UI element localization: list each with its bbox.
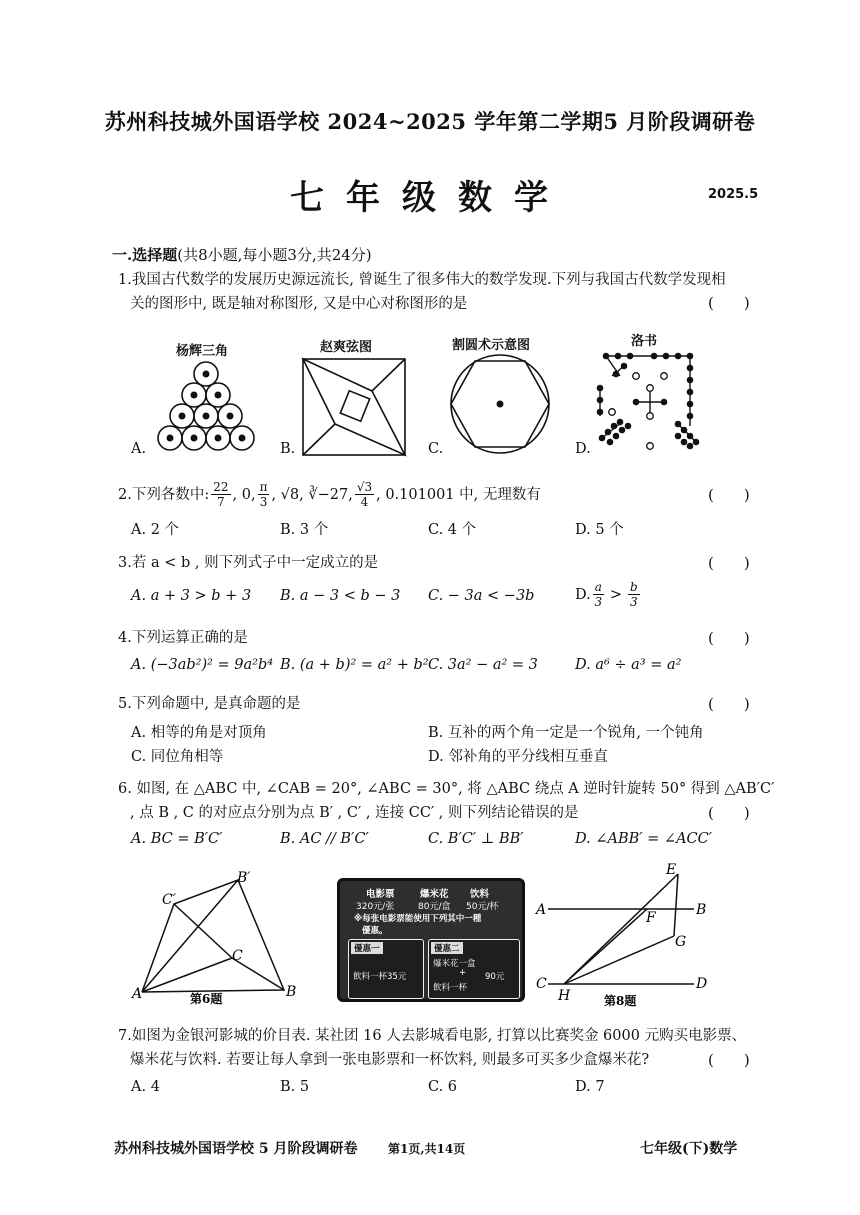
q3-option-d[interactable] — [575, 580, 642, 609]
question-3-number: 3. — [118, 555, 132, 571]
q4-option-d[interactable]: D. a⁶ ÷ a³ = a² — [575, 657, 682, 673]
fraction-denominator: 3 — [594, 595, 603, 609]
q2-sqrt8: , √8 — [271, 486, 300, 503]
offer-two-title: 優惠二 — [431, 942, 463, 954]
question-2-suffix: , 0.101001 中, 无理数有 — [376, 486, 541, 503]
section-title — [112, 244, 372, 265]
q5-option-d[interactable]: D. 邻补角的平分线相互垂直 — [428, 749, 608, 765]
question-7-answer-paren: ( ) — [708, 1051, 750, 1069]
point-label-c: C — [536, 976, 547, 992]
question-7-number: 7. — [118, 1028, 132, 1044]
question-5-number: 5. — [118, 696, 132, 712]
q3-option-d-gt: > — [609, 586, 623, 603]
question-2-answer-paren: ( ) — [708, 486, 750, 504]
footer-subject: 七年级(下)数学 — [640, 1141, 738, 1157]
question-6-caption: 第6题 — [190, 992, 223, 1006]
offer-two-line2: 飲料一杯 — [433, 983, 468, 993]
q4-option-a[interactable]: A. (−3ab²)² = 9a²b⁴ — [131, 657, 274, 673]
question-7-line2: 爆米花与饮料. 若要让每人拿到一张电影票和一杯饮料, 则最多可买多少盒爆米花? — [130, 1052, 650, 1068]
question-6-text: 如图, 在 △ABC 中, ∠CAB = 20°, ∠ABC = 30°, 将 △ABC 绕点 A 逆时针旋转 50° 得到 △AB′C′ — [136, 781, 775, 797]
q3-option-c[interactable]: C. − 3a < −3b — [428, 588, 535, 604]
question-4 — [118, 626, 248, 650]
offer-two-line1: 爆米花一盒 — [433, 959, 476, 969]
point-label-d: D — [696, 976, 708, 992]
question-1-line1 — [118, 268, 726, 292]
point-label-a: A — [132, 986, 143, 1002]
question-6-number: 6. — [118, 781, 132, 797]
q4-option-c[interactable]: C. 3a² − a² = 3 — [428, 657, 538, 673]
fraction-denominator: 4 — [360, 495, 369, 509]
footer-school: 苏州科技城外国语学校 5 月阶段调研卷 — [114, 1141, 358, 1157]
q2-zero: , 0, — [232, 486, 256, 503]
q7-option-a[interactable]: A. 4 — [131, 1079, 160, 1095]
figure-label-zhaoshuang: 赵爽弦图 — [320, 340, 373, 355]
point-label-a: A — [536, 902, 547, 918]
fraction-22-7 — [211, 480, 230, 509]
question-5 — [118, 692, 301, 716]
question-5-answer-paren: ( ) — [708, 695, 750, 713]
fraction-numerator: b — [630, 580, 638, 594]
question-3-answer-paren: ( ) — [708, 554, 750, 572]
q6-option-a[interactable]: A. BC = B′C′ — [131, 831, 223, 847]
point-label-c-prime: C′ — [162, 892, 176, 908]
q6-option-d[interactable]: D. ∠ABB′ = ∠ACC′ — [575, 831, 713, 847]
fraction-a-3 — [593, 580, 604, 609]
q5-option-b[interactable]: B. 互补的两个角一定是一个锐角, 一个钝角 — [428, 725, 704, 741]
question-2-prefix: 下列各数中: — [131, 486, 210, 503]
q2-cbrt: , ∛−27 — [299, 486, 349, 503]
offer-one-box — [348, 939, 424, 999]
q4-option-b[interactable]: B. (a + b)² = a² + b² — [280, 657, 429, 673]
offer-one-body: 飲料一杯35元 — [353, 972, 407, 982]
figure-label-yanghui: 杨辉三角 — [176, 344, 229, 359]
question-6-line2: , 点 B , C 的对应点分别为点 B′ , C′ , 连接 CC′ , 则下列结论错误的是 — [130, 805, 579, 821]
question-3-text: 若 a < b , 则下列式子中一定成立的是 — [131, 555, 379, 571]
yanghui-triangle-figure — [150, 358, 262, 458]
offer-one-title: 優惠一 — [351, 942, 383, 954]
q3-option-a[interactable]: A. a + 3 > b + 3 — [131, 588, 252, 604]
question-6-line1 — [118, 777, 774, 801]
price-header-drink: 饮料 — [470, 889, 490, 900]
section-note: (共8小题,每小题3分,共24分) — [177, 246, 372, 264]
geyuanshu-figure — [447, 352, 553, 458]
q7-option-b[interactable]: B. 5 — [280, 1079, 310, 1095]
question-1-text: 我国古代数学的发展历史源远流长, 曾诞生了很多伟大的数学发现.下列与我国古代数学发现相 — [131, 272, 726, 288]
fraction-numerator: a — [594, 580, 602, 594]
fraction-sqrt3-4 — [355, 480, 374, 509]
q1-option-d[interactable]: D. — [575, 441, 591, 457]
question-2-number: 2. — [118, 486, 132, 503]
luoshu-figure — [592, 346, 704, 458]
question-3 — [118, 551, 378, 575]
fraction-numerator: 22 — [213, 480, 229, 494]
price-header-movie: 电影票 — [366, 889, 395, 900]
q2-option-a[interactable]: A. 2 个 — [131, 522, 180, 538]
q2-option-b[interactable]: B. 3 个 — [280, 522, 329, 538]
price-note-line1: ※每张电影票能使用下列其中一種 — [354, 914, 482, 924]
price-drink: 50元/杯 — [466, 902, 499, 912]
question-4-answer-paren: ( ) — [708, 629, 750, 647]
q1-option-c[interactable]: C. — [428, 441, 444, 457]
q1-option-b[interactable]: B. — [280, 441, 296, 457]
fraction-numerator: √3 — [356, 480, 373, 494]
fraction-pi-3 — [258, 480, 270, 509]
price-board — [337, 878, 525, 1002]
offer-two-price: 90元 — [485, 972, 505, 982]
q3-option-d-letter: D. — [575, 586, 591, 603]
fraction-denominator: 3 — [259, 495, 268, 509]
point-label-b-prime: B′ — [237, 870, 251, 886]
q1-option-a[interactable]: A. — [131, 441, 147, 457]
section-title-label: 一.选择题 — [112, 246, 178, 264]
point-label-e: E — [666, 862, 677, 878]
question-2 — [118, 480, 541, 509]
q5-option-a[interactable]: A. 相等的角是对顶角 — [131, 725, 267, 741]
price-header-popcorn: 爆米花 — [420, 889, 449, 900]
point-label-h: H — [558, 988, 571, 1004]
exam-date: 2025.5 — [708, 187, 759, 202]
figure-label-luoshu: 洛书 — [631, 334, 658, 349]
point-label-g: G — [675, 934, 687, 950]
zhaoshuang-figure — [300, 356, 410, 458]
price-popcorn: 80元/盒 — [418, 902, 451, 912]
question-6-figure — [130, 868, 310, 1008]
question-5-text: 下列命题中, 是真命题的是 — [131, 696, 301, 712]
fraction-denominator: 3 — [630, 595, 638, 609]
point-label-c: C — [232, 948, 243, 964]
question-6-answer-paren: ( ) — [708, 804, 750, 822]
question-4-text: 下列运算正确的是 — [131, 630, 248, 646]
q7-option-c[interactable]: C. 6 — [428, 1079, 458, 1095]
point-label-f: F — [646, 910, 656, 926]
q3-option-b[interactable]: B. a − 3 < b − 3 — [280, 588, 401, 604]
price-note-line2: 優惠。 — [362, 926, 388, 936]
fraction-numerator: π — [259, 480, 268, 494]
question-8-figure — [534, 860, 720, 1010]
fraction-denominator: 7 — [217, 495, 225, 509]
question-1-number: 1. — [118, 272, 132, 288]
fraction-b-3 — [628, 580, 640, 609]
question-7-line1 — [118, 1024, 746, 1048]
footer-page-number: 第1页,共14页 — [388, 1142, 466, 1156]
point-label-b: B — [286, 984, 297, 1000]
school-title: 苏州科技城外国语学校 2024~2025 学年第二学期5 月阶段调研卷 — [104, 109, 756, 134]
offer-two-box — [428, 939, 520, 999]
q2-option-c[interactable]: C. 4 个 — [428, 522, 477, 538]
offer-two-plus: + — [459, 968, 467, 978]
q2-option-d[interactable]: D. 5 个 — [575, 522, 624, 538]
q6-option-b[interactable]: B. AC // B′C′ — [280, 831, 369, 847]
question-7-text: 如图为金银河影城的价目表. 某社团 16 人去影城看电影, 打算以比赛奖金 6000 元购买电影票、 — [131, 1028, 747, 1044]
page-title: 七年级数学 — [290, 178, 570, 218]
q7-option-d[interactable]: D. 7 — [575, 1079, 605, 1095]
question-1-line2: 关的图形中, 既是轴对称图形, 又是中心对称图形的是 — [130, 296, 468, 312]
figure-label-geyuanshu: 割圆术示意图 — [452, 338, 531, 353]
q6-option-c[interactable]: C. B′C′ ⊥ BB′ — [428, 831, 524, 847]
q5-option-c[interactable]: C. 同位角相等 — [131, 749, 224, 765]
question-4-number: 4. — [118, 630, 132, 646]
q2-comma: , — [348, 486, 353, 503]
price-movie: 320元/张 — [356, 902, 395, 912]
point-label-b: B — [696, 902, 707, 918]
question-1-answer-paren: ( ) — [708, 294, 750, 312]
question-8-caption: 第8题 — [604, 994, 637, 1008]
